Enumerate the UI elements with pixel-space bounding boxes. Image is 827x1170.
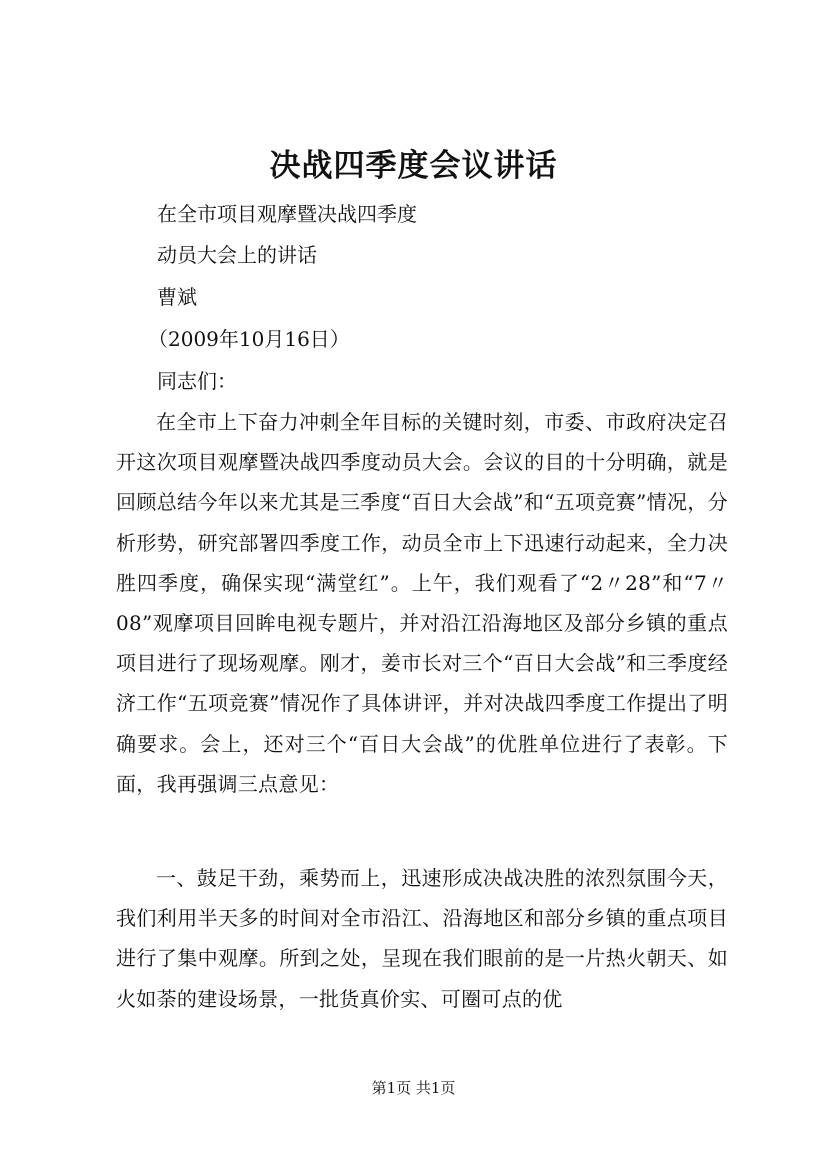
subtitle-line-1: 在全市项目观摩暨决战四季度 bbox=[157, 202, 417, 226]
author-name: 曹斌 bbox=[157, 285, 197, 309]
paragraph-intro: 在全市上下奋力冲刺全年目标的关键时刻，市委、市政府决定召开这次项目观摩暨决战四季度动员大会。会议的目的十分明确，就是回顾总结今年以来尤其是三季度“百日大会战”和“五项竞赛”情况，分析形势，研究部署四季度工作，动员全市上下迅速行动起来，全力决胜四季度，确保实现“满堂红”。上午，我们观看了“2〃28”和“7〃08”观摩项目回眸电视专题片，并对沿江沿海地区及部分乡镇的重点项目进行了现场观摩。刚才，姜市长对三个“百日大会战”和三季度经济工作“五项竞赛”情况作了具体讲评，并对决战四季度工作提出了明确要求。会上，还对三个“百日大会战”的优胜单位进行了表彰。下面，我再强调三点意见： bbox=[116, 410, 728, 796]
salutation: 同志们： bbox=[157, 369, 237, 393]
document-title: 决战四季度会议讲话 bbox=[269, 148, 558, 184]
page-footer: 第1页 共1页 bbox=[371, 1079, 456, 1097]
subtitle-line-2: 动员大会上的讲话 bbox=[157, 243, 317, 267]
speech-date: （2009年10月16日） bbox=[148, 327, 350, 351]
paragraph-section-one: 一、鼓足干劲，乘势而上，迅速形成决战决胜的浓烈氛围今天，我们利用半天多的时间对全市沿江、沿海地区和部分乡镇的重点项目进行了集中观摩。所到之处，呈现在我们眼前的是一片热火朝天、如火如荼的建设场景，一批货真价实、可圈可点的优 bbox=[116, 866, 728, 1011]
